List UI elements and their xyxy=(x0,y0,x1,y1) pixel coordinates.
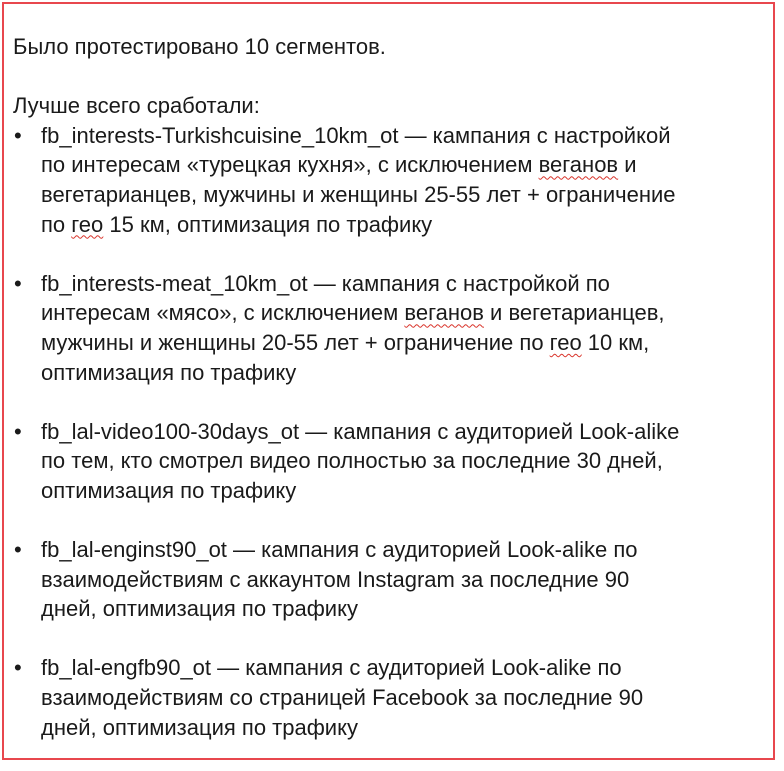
list-item xyxy=(13,535,777,624)
intro-line: Было протестировано 10 сегментов. xyxy=(13,34,386,59)
blank-line xyxy=(13,62,777,92)
bullet-icon: • xyxy=(14,122,22,148)
item-line: по гео 15 км, оптимизация по трафику xyxy=(41,211,433,237)
item-line: fb_interests-Turkishcuisine_10km_ot — кампания с настройкой xyxy=(41,122,671,148)
campaign-list xyxy=(13,121,777,742)
spellcheck-word: веганов xyxy=(538,152,619,178)
item-line: взаимодействиям со страницей Facebook за последние 90 xyxy=(41,685,644,711)
bullet-icon: • xyxy=(14,655,22,681)
item-line: оптимизация по трафику xyxy=(41,359,297,385)
text-box[interactable] xyxy=(13,32,777,742)
list-item xyxy=(13,121,777,239)
list-item xyxy=(13,417,777,506)
item-line: интересам «мясо», с исключением веганов и вегетарианцев, xyxy=(41,300,665,326)
item-line: взаимодействиям с аккаунтом Instagram за последние 90 xyxy=(41,566,630,592)
item-line: fb_lal-engfb90_ot — кампания с аудиторией Look-alike по xyxy=(41,655,622,681)
spellcheck-word: гео xyxy=(71,211,104,237)
best-heading: Лучше всего сработали: xyxy=(13,93,260,119)
item-line: fb_interests-meat_10km_ot — кампания с настройкой по xyxy=(41,270,610,296)
item-line: по интересам «турецкая кухня», с исключением веганов и xyxy=(41,152,637,178)
bullet-icon: • xyxy=(14,537,22,563)
list-item xyxy=(13,269,777,387)
list-item xyxy=(13,653,777,742)
item-line: вегетарианцев, мужчины и женщины 25-55 лет + ограничение xyxy=(41,181,676,207)
item-line: дней, оптимизация по трафику xyxy=(41,714,358,740)
item-line: оптимизация по трафику xyxy=(41,477,297,503)
item-line: мужчины и женщины 20-55 лет + ограничение по гео 10 км, xyxy=(41,329,650,355)
item-line: по тем, кто смотрел видео полностью за последние 30 дней, xyxy=(41,448,663,474)
spellcheck-word: гео xyxy=(549,329,582,355)
item-line: дней, оптимизация по трафику xyxy=(41,596,358,622)
bullet-icon: • xyxy=(14,418,22,444)
slide-frame xyxy=(2,2,775,760)
bullet-icon: • xyxy=(14,270,22,296)
item-line: fb_lal-enginst90_ot — кампания с аудиторией Look-alike по xyxy=(41,537,638,563)
spellcheck-word: веганов xyxy=(404,300,484,326)
item-line: fb_lal-video100-30days_ot — кампания с аудиторией Look-alike xyxy=(41,418,680,444)
